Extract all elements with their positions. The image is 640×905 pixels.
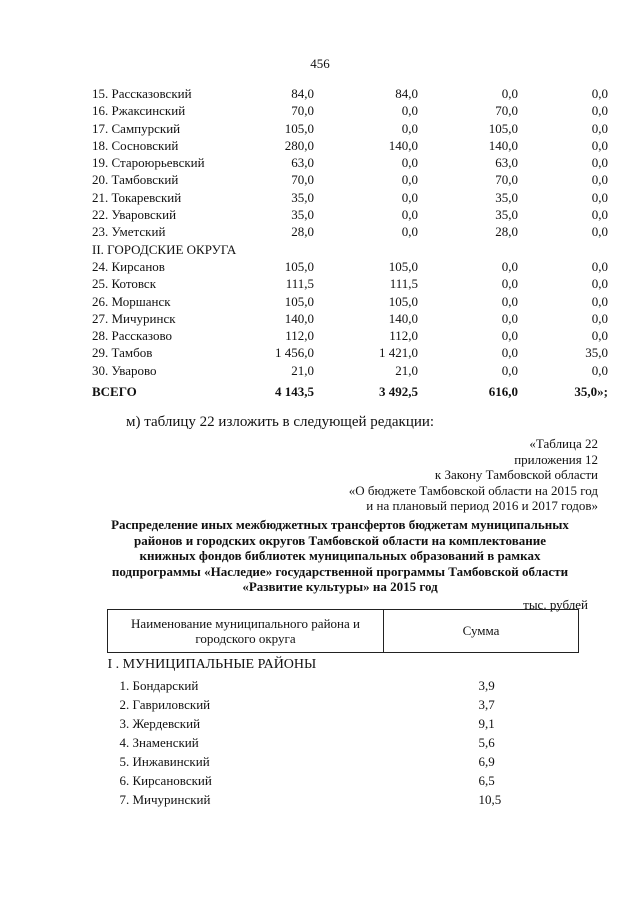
total-cell: 616,0 <box>488 384 518 400</box>
amount-cell: 105,0 <box>284 258 314 274</box>
amount-cell: 0,0 <box>591 86 608 101</box>
table-row <box>92 171 608 188</box>
amount-cell: 0,0 <box>591 189 608 205</box>
amount-cell: 0,0 <box>591 224 608 240</box>
amount-cell: 0,0 <box>401 120 418 136</box>
amount-cell: 0,0 <box>401 189 418 205</box>
table-section-row <box>108 653 579 677</box>
amount-cell: 0,0 <box>501 293 518 309</box>
total-cell: 4 143,5 <box>275 384 314 400</box>
amount-cell: 0,0 <box>591 137 608 153</box>
amount-cell: 5,6 <box>478 735 495 750</box>
amount-cell: 111,5 <box>389 276 418 292</box>
section-label: I . МУНИЦИПАЛЬНЫЕ РАЙОНЫ <box>107 657 317 672</box>
amount-cell: 0,0 <box>591 207 608 223</box>
district-name: 18. Сосновский <box>92 137 179 153</box>
table-row <box>92 137 608 154</box>
amount-cell: 63,0 <box>495 155 518 171</box>
section-label: II. ГОРОДСКИЕ ОКРУГА <box>92 241 237 257</box>
amount-cell: 0,0 <box>591 362 608 378</box>
total-label: ВСЕГО <box>92 384 137 400</box>
district-name: 22. Уваровский <box>92 207 177 223</box>
caption-line: «О бюджете Тамбовской области на 2015 год <box>348 482 598 498</box>
amount-cell: 28,0 <box>495 224 518 240</box>
district-name: 15. Рассказовский <box>92 86 192 101</box>
amount-cell: 0,0 <box>401 155 418 171</box>
amount-cell: 0,0 <box>401 172 418 188</box>
district-name: 6. Кирсановский <box>119 773 212 788</box>
amount-cell: 112,0 <box>389 328 418 344</box>
amount-cell: 0,0 <box>501 328 518 344</box>
amount-cell: 35,0 <box>585 345 608 361</box>
total-cell: 35,0»; <box>574 384 608 400</box>
amount-cell: 6,5 <box>478 773 495 788</box>
amount-cell: 6,9 <box>478 754 495 769</box>
table-row <box>108 714 579 733</box>
amount-cell: 0,0 <box>591 258 608 274</box>
table-row <box>108 733 579 752</box>
amount-cell: 0,0 <box>591 276 608 292</box>
amount-cell: 140,0 <box>388 137 418 153</box>
district-name: 30. Уварово <box>92 362 157 378</box>
table-row <box>108 695 579 714</box>
title-line: районов и городских округов Тамбовской области на комплектование <box>134 532 546 548</box>
table-section-row <box>92 241 608 258</box>
table-row <box>92 344 608 361</box>
district-name: 1. Бондарский <box>119 678 199 693</box>
amount-cell: 3,9 <box>478 678 495 693</box>
amount-cell: 35,0 <box>495 207 518 223</box>
table-row <box>92 120 608 137</box>
table-row <box>92 327 608 344</box>
amount-cell: 3,7 <box>478 697 495 712</box>
amount-cell: 28,0 <box>291 224 314 240</box>
library-transfers-table <box>107 609 579 809</box>
amount-cell: 70,0 <box>495 172 518 188</box>
amount-cell: 105,0 <box>388 258 418 274</box>
amount-cell: 111,5 <box>285 276 314 292</box>
amount-cell: 0,0 <box>591 103 608 119</box>
caption-line: приложения 12 <box>514 451 598 467</box>
caption-line: и на плановый период 2016 и 2017 годов» <box>366 498 598 514</box>
amount-cell: 0,0 <box>591 155 608 171</box>
amount-cell: 35,0 <box>495 189 518 205</box>
amount-cell: 112,0 <box>285 328 314 344</box>
table-row <box>92 293 608 310</box>
header-name <box>108 610 384 653</box>
table-row <box>92 258 608 275</box>
amount-cell: 0,0 <box>591 310 608 326</box>
caption-line: к Закону Тамбовской области <box>434 467 598 483</box>
district-name: 28. Рассказово <box>92 328 173 344</box>
district-name: 29. Тамбов <box>92 345 153 361</box>
district-name: 7. Мичуринский <box>119 792 211 807</box>
table-row <box>92 102 608 119</box>
amount-cell: 0,0 <box>591 120 608 136</box>
district-name: 3. Жердевский <box>119 716 201 731</box>
district-name: 20. Тамбовский <box>92 172 179 188</box>
amount-cell: 0,0 <box>591 328 608 344</box>
amount-cell: 70,0 <box>291 103 314 119</box>
amount-cell: 0,0 <box>501 276 518 292</box>
amount-cell: 1 421,0 <box>379 345 418 361</box>
district-name: 25. Котовск <box>92 276 157 292</box>
amount-cell: 70,0 <box>291 172 314 188</box>
title-line: книжных фондов библиотек муниципальных образований в рамках <box>139 548 541 563</box>
amount-cell: 0,0 <box>501 310 518 326</box>
amount-cell: 70,0 <box>495 103 518 119</box>
amount-cell: 105,0 <box>284 293 314 309</box>
amendment-instruction: м) таблицу 22 изложить в следующей редакции: <box>126 414 435 430</box>
table-row <box>92 189 608 206</box>
table-row <box>92 275 608 292</box>
amount-cell: 35,0 <box>291 207 314 223</box>
district-name: 21. Токаревский <box>92 189 182 205</box>
table-row <box>92 310 608 327</box>
header-name-line: Наименование муниципального района и <box>131 616 360 631</box>
amount-cell: 1 456,0 <box>275 345 314 361</box>
district-name: 24. Кирсанов <box>92 258 165 274</box>
table-header-row <box>108 610 579 653</box>
amount-cell: 105,0 <box>488 120 518 136</box>
amount-cell: 21,0 <box>395 362 418 378</box>
district-name: 5. Инжавинский <box>119 754 210 769</box>
amount-cell: 140,0 <box>488 137 518 153</box>
amount-cell: 63,0 <box>291 155 314 171</box>
district-name: 2. Гавриловский <box>119 697 211 712</box>
table-title <box>90 517 590 595</box>
header-name-line: городского округа <box>195 631 296 646</box>
header-sum: Сумма <box>384 610 579 653</box>
total-row <box>92 379 608 405</box>
amount-cell: 0,0 <box>501 362 518 378</box>
district-name: 4. Знаменский <box>119 735 199 750</box>
district-name: 19. Староюрьевский <box>92 155 205 171</box>
district-name: 16. Ржаксинский <box>92 103 186 119</box>
table-row <box>108 771 579 790</box>
amount-cell: 84,0 <box>291 86 314 101</box>
district-name: 26. Моршанск <box>92 293 171 309</box>
total-cell: 3 492,5 <box>379 384 418 400</box>
table-row <box>108 676 579 695</box>
amount-cell: 0,0 <box>501 258 518 274</box>
amount-cell: 0,0 <box>591 172 608 188</box>
district-name: 27. Мичуринск <box>92 310 176 326</box>
amount-cell: 0,0 <box>401 103 418 119</box>
table-row <box>92 85 608 102</box>
title-line: «Развитие культуры» на 2015 год <box>242 579 438 594</box>
amount-cell: 105,0 <box>284 120 314 136</box>
transfers-table-continued <box>92 85 608 405</box>
caption-line: «Таблица 22 <box>529 436 598 451</box>
page-number: 456 <box>310 56 330 71</box>
amount-cell: 105,0 <box>388 293 418 309</box>
amount-cell: 0,0 <box>401 224 418 240</box>
amount-cell: 280,0 <box>284 137 314 153</box>
amount-cell: 140,0 <box>388 310 418 326</box>
table-row <box>108 752 579 771</box>
amount-cell: 84,0 <box>395 86 418 101</box>
district-name: 17. Сампурский <box>92 120 181 136</box>
district-name: 23. Уметский <box>92 224 166 240</box>
amount-cell: 21,0 <box>291 362 314 378</box>
units-label: тыс. рублей <box>523 597 588 612</box>
table-row <box>92 223 608 240</box>
amount-cell: 0,0 <box>501 345 518 361</box>
amount-cell: 10,5 <box>478 792 502 807</box>
table-caption <box>349 436 598 514</box>
table-row <box>92 154 608 171</box>
table-row <box>108 790 579 809</box>
table-row <box>92 362 608 379</box>
title-line: Распределение иных межбюджетных трансфертов бюджетам муниципальных <box>111 517 569 532</box>
table-row <box>92 206 608 223</box>
title-line: подпрограммы «Наследие» государственной программы Тамбовской области <box>111 563 569 579</box>
amount-cell: 0,0 <box>501 86 518 101</box>
amount-cell: 0,0 <box>401 207 418 223</box>
amount-cell: 140,0 <box>284 310 314 326</box>
amount-cell: 9,1 <box>478 716 495 731</box>
amount-cell: 35,0 <box>291 189 314 205</box>
amount-cell: 0,0 <box>591 293 608 309</box>
